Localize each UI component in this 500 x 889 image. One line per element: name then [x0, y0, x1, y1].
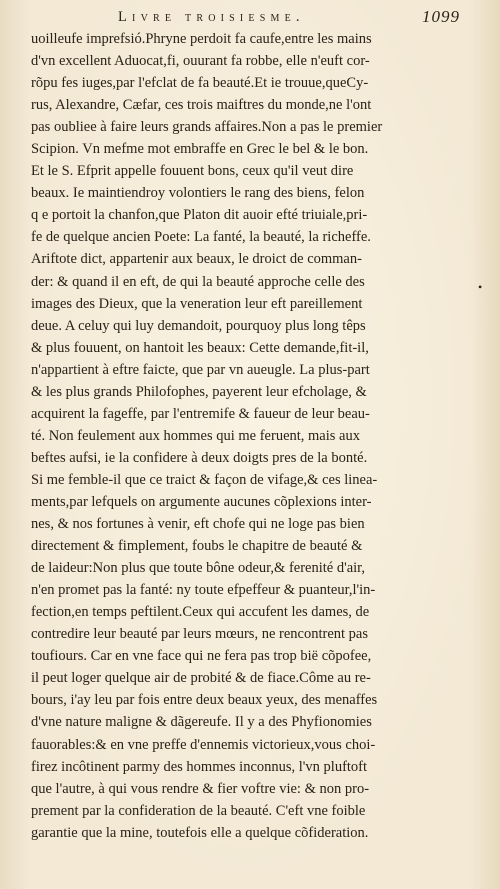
- text-line: ments,par lefquels on argumente aucunes cõplexions inter-: [31, 493, 372, 510]
- text-line: rõpu fes iuges,par l'efclat de fa beauté.Et ie trouue,queCy-: [31, 75, 369, 92]
- text-line: deue. A celuy qui luy demandoit, pourquoy plus long têps: [31, 317, 366, 334]
- text-line: n'appartient à eftre faicte, que par vn aueugle. La plus-part: [31, 361, 370, 378]
- text-line: fauorables:& en vne preffe d'ennemis victorieux,vous choi-: [31, 736, 376, 753]
- text-line: der: & quand il en eft, de qui la beauté approche celle des: [31, 273, 365, 290]
- text-line: rus, Alexandre, Cæfar, ces trois maiftres du monde,ne l'ont: [31, 97, 372, 114]
- text-line: prement par la confideration de la beauté. C'eft vne foible: [31, 802, 366, 819]
- text-line: Et le S. Efprit appelle fouuent bons, ceux qu'il veut dire: [31, 163, 354, 180]
- text-line: & plus fouuent, on hantoit les beaux: Cette demande,fit-il,: [31, 339, 369, 356]
- text-line: beaux. Ie maintiendroy volontiers le rang des biens, felon: [31, 185, 365, 202]
- margin-mark: •: [478, 280, 483, 294]
- page-number: 1099: [422, 7, 460, 26]
- text-block: [31, 28, 455, 844]
- text-line: de laideur:Non plus que toute bône odeur,& ferenité d'air,: [31, 560, 366, 577]
- text-line: & les plus grands Philofophes, payerent leur efcholage, &: [31, 383, 367, 400]
- text-line: d'vne nature maligne & dãgereufe. Il y a des Phyfionomies: [31, 714, 372, 731]
- text-line: fection,en temps peftilent.Ceux qui accufent les dames, de: [31, 604, 370, 621]
- text-line: Ariftote dict, appartenir aux beaux, le droict de comman-: [31, 251, 362, 268]
- text-line: d'vn excellent Aduocat,fi, ouurant fa robbe, elle n'euft cor-: [31, 53, 370, 70]
- text-line: il peut loger quelque air de probité & de fiace.Côme au re-: [31, 670, 371, 687]
- text-line: Scipion. Vn mefme mot embraffe en Grec le bel & le bon.: [31, 141, 369, 158]
- text-line: contredire leur beauté par leurs mœurs, ne rencontrent pas: [31, 626, 368, 643]
- running-title: Livre troisiesme.: [118, 9, 305, 25]
- text-line: fe de quelque ancien Poete: La fanté, la beauté, la richeffe.: [31, 229, 371, 246]
- text-line: pas oubliee à faire leurs grands affaires.Non a pas le premier: [31, 119, 383, 136]
- text-line: bours, i'ay leu par fois entre deux beaux yeux, des menaffes: [31, 692, 378, 709]
- text-line: Si me femble-il que ce traict & façon de vifage,& ces linea-: [31, 471, 378, 488]
- text-line: q e portoit la chanfon,que Platon dit auoir efté triuiale,pri-: [31, 207, 368, 224]
- text-line: que l'autre, à qui vous rendre & fier voftre vie: & non pro-: [31, 780, 370, 797]
- text-line: beftes aufsi, ie la confidere à deux doigts pres de la bonté.: [31, 449, 368, 466]
- text-line: n'en promet pas la fanté: ny toute efpeffeur & puanteur,l'in-: [31, 582, 376, 599]
- text-line: directement & fimplement, foubs le chapitre de beauté &: [31, 538, 363, 555]
- text-line: images des Dieux, que la veneration leur eft pareillement: [31, 295, 363, 312]
- text-line: acquirent la fageffe, par l'entremife & faueur de leur beau-: [31, 405, 370, 422]
- text-line: nes, & nos fortunes à venir, eft chofe qui ne loge pas bien: [31, 516, 365, 533]
- text-line: garantie que la mine, toutefois elle a quelque cõfideration.: [31, 824, 369, 841]
- text-line: firez incôtinent parmy des hommes inconnus, l'vn pluftoft: [31, 758, 368, 775]
- text-line: uoilleufe imprefsió.Phryne perdoit fa caufe,entre les mains: [31, 31, 372, 47]
- text-line: toufiours. Car en vne face qui ne fera pas trop bië cõpofee,: [31, 648, 372, 665]
- page-header: [100, 7, 460, 27]
- text-line: té. Non feulement aux hommes qui me feruent, mais aux: [31, 427, 360, 444]
